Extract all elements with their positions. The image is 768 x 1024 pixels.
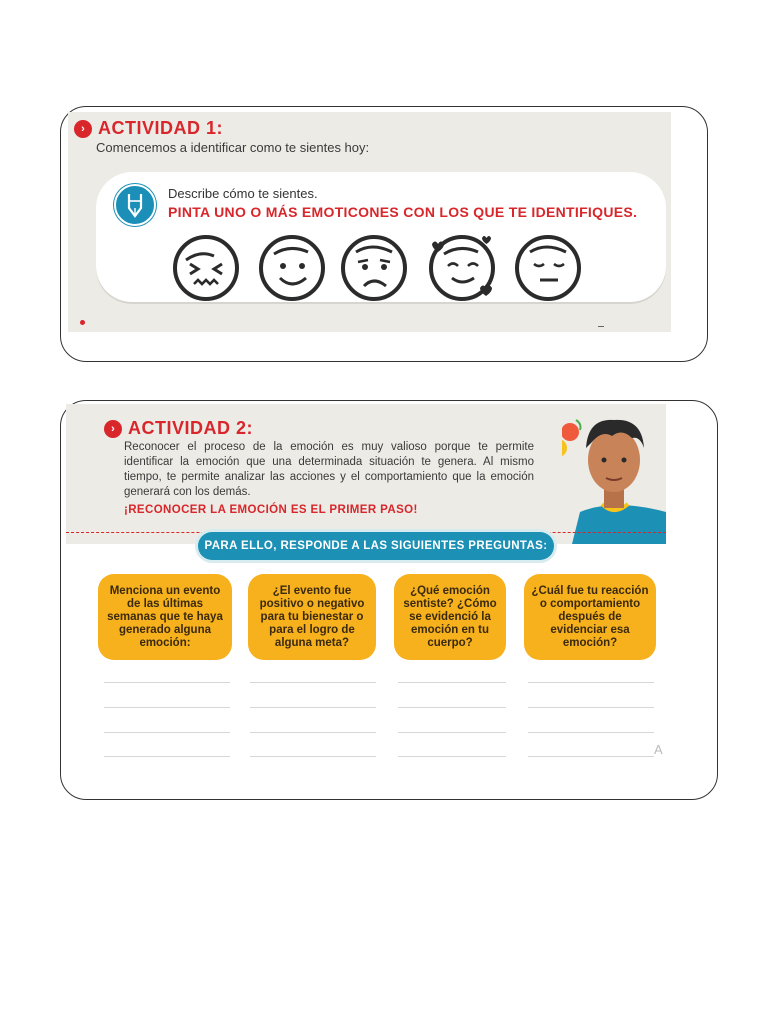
answer-line[interactable]	[398, 682, 506, 683]
emotion-card	[96, 172, 666, 302]
boy-illustration-icon	[562, 408, 666, 544]
answer-line[interactable]	[250, 756, 376, 757]
activity2-title: ACTIVIDAD 2:	[128, 418, 254, 438]
answer-line[interactable]	[528, 682, 654, 683]
answer-line[interactable]	[398, 732, 506, 733]
decor-mark	[598, 326, 604, 327]
answer-line[interactable]	[104, 707, 230, 708]
answer-line[interactable]	[398, 707, 506, 708]
answer-line[interactable]	[104, 682, 230, 683]
chevron-right-icon: ›	[74, 120, 92, 138]
activity2-header	[104, 418, 253, 439]
decor-dot	[80, 320, 85, 325]
answer-line[interactable]	[104, 756, 230, 757]
disgusted-face-icon[interactable]	[170, 230, 242, 302]
emoticon-row	[166, 230, 586, 302]
answer-line[interactable]	[250, 707, 376, 708]
answer-line[interactable]	[250, 682, 376, 683]
question-card-3: ¿Qué emoción sentiste? ¿Cómo se evidenció la emoción en tu cuerpo?	[394, 574, 506, 660]
question-card-1: Menciona un evento de las últimas semanas que te haya generado alguna emoción:	[98, 574, 232, 660]
answer-line[interactable]	[250, 732, 376, 733]
calm-face-icon[interactable]	[512, 230, 584, 302]
activity1-intro: Comencemos a identificar como te sientes hoy:	[96, 140, 370, 155]
chevron-right-icon: ›	[104, 420, 122, 438]
in-love-face-icon[interactable]	[426, 230, 498, 302]
sad-face-icon[interactable]	[338, 230, 410, 302]
question-card-4: ¿Cuál fue tu reacción o comportamiento después de evidenciar esa emoción?	[524, 574, 656, 660]
activity1-panel	[68, 112, 671, 332]
questions-banner: PARA ELLO, RESPONDE A LAS SIGUIENTES PREGUNTAS:	[198, 532, 554, 560]
activity1-title: ACTIVIDAD 1:	[98, 118, 224, 138]
answer-line[interactable]	[398, 756, 506, 757]
happy-face-icon[interactable]	[256, 230, 328, 302]
answer-line[interactable]	[104, 732, 230, 733]
activity2-panel	[66, 404, 666, 544]
question-card-2: ¿El evento fue positivo o negativo para tu bienestar o para el logro de alguna meta?	[248, 574, 376, 660]
answer-line[interactable]	[528, 707, 654, 708]
answer-line[interactable]	[528, 756, 654, 757]
answer-line[interactable]	[528, 732, 654, 733]
activity1-header	[74, 118, 223, 139]
describe-text: Describe cómo te sientes.	[168, 186, 318, 201]
instruction-text: PINTA UNO O MÁS EMOTICONES CON LOS QUE TE IDENTIFIQUES.	[168, 204, 638, 220]
activity2-slogan: ¡RECONOCER LA EMOCIÓN ES EL PRIMER PASO!	[124, 504, 418, 516]
corner-mark: A	[654, 742, 663, 757]
pen-icon	[114, 184, 156, 226]
activity2-body: Reconocer el proceso de la emoción es muy valioso porque te permite identificar la emoción que una determinada situación te genera. Al mismo tiempo, te permite analizar las acciones y el comportamiento que la emoción generará con los demás.	[124, 441, 534, 498]
